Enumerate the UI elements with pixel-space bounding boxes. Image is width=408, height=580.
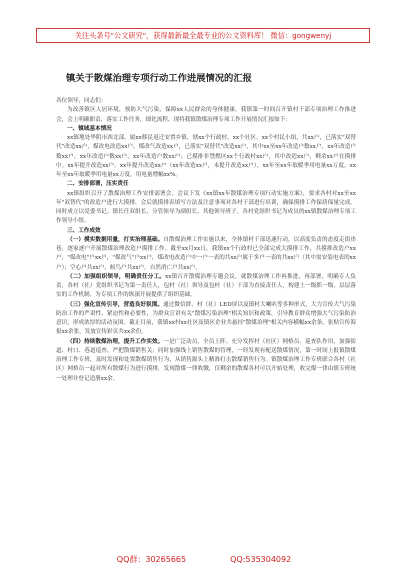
qq-group-text: QQ群：30265665 <box>116 555 187 564</box>
document-body <box>56 97 356 384</box>
subsection-2-body: xx镇召开散煤治理专题会议，就散煤治理工作再推进，再部署，明确专人负责，各村（社）党组织书记为第一责任人，包村（社）领导及包村（社）干部为直接责任人，构建上一级抓一级，层层落实的工作机制，为专项工作的纵深开展提供了组织基础。 <box>56 273 356 299</box>
top-promo-banner: 关注头条号"公文研究"，获得最新最全最专业的公文资料库！ 微信：gongwenyj <box>36 28 370 43</box>
subsection-2-heading: （二）加强组织领导，明确责任分工。 <box>67 273 166 280</box>
section-1-heading: 一、镇域基本情况 <box>67 125 112 132</box>
bottom-contact-banner <box>0 552 408 568</box>
subsection-3-heading: （三）强化宣传引导，营造良好氛围。 <box>67 301 163 308</box>
section-3-heading: 三、工作成效 <box>67 227 101 234</box>
subsection-3 <box>56 301 356 338</box>
salutation: 各位领导，同志们： <box>56 98 107 104</box>
subsection-3-body: 通过微信群、村（社）LED屏以及镇村大喇叭等多种形式，大力宣传大气污染防治工作的严肃性、紧迫性和必要性，为群众宣讲有关"散煤污染治理"相关知识和政策，引导教育群众增强大气污染防治意识，形成浓厚的活动氛围。截止目前，我镇xx村xx社区及镇区企业共悬挂"散煤治理"相关内容横幅xx余条，张贴宣传海报xx余张，发放宣传彩页共xx余份。 <box>56 301 356 336</box>
subsection-1 <box>56 236 356 273</box>
document-title: 镇关于散煤治理专项行动工作进展情况的汇报 <box>66 73 252 84</box>
section-2-heading: 二、安排部署，压实责任 <box>67 181 129 188</box>
section-2-body: xx镇组织召开了散煤治理工作安排部署会，会议下发《xx镇xx年散煤治理专项行动实施方案》，要求各村对xx至xx年"双替代"的改造户进行大摸排，会后就摸排表填写方法及注意事项对各村干部进行培训，确保摸排工作保质保量完成。同时成立以党委书记、镇长任双组长，分管领导为副组长，其他领导班子、各村党组织书记为成员的xx镇散煤治理专项工作领导小组。 <box>56 190 356 225</box>
subsection-4-body: 一是广泛动员，全员上阵。充分发挥村（社区）网格员、巡查队作用，加强街道、村口、巷道巡查，严把散煤销售关；同时加强线上销售散煤的管理，一经发现有配送散煤情况，第一时间上报镇散煤治理工作专班，及时发现和处置散煤销售行为，从销售源头上精准打击散煤销售行为。镇散煤治理工作专班联合各村（社区）网格员一起对所有散煤行为进行摸排，发现散煤一律收缴，仅剩余的散煤各村可以开始处理，收完煤一律由镇专班统一处理并登记造册xx余。 <box>56 338 356 382</box>
subsection-2 <box>56 273 356 301</box>
subsection-4-heading: （四）持续散煤治理，提升工作实效。 <box>67 338 164 345</box>
subsection-4 <box>56 338 356 384</box>
subsection-1-body: 自散煤治理工作实施以来，全体镇村干部迅速行动，以高度负责的态度走街串巷，逐家逐户开展散煤治理改造户摸排工作。截至xx月xx日，我镇xx个行政村已全部完成大摸排工作，共摸排改造户xx户，"煤改电"户xx户，"煤改气"户xx户，煤改电改造户中一户一表的共xx户属于多户一表的共xx户（其中需安装电表的xx户）；空心户共xx户，候鸟户共xx户，自然消亡户共xx户。 <box>56 236 356 271</box>
subsection-1-heading: （一）摸实数据用量，打实治理基础。 <box>67 236 164 243</box>
section-1-body: xx镇地处华阴市西北部，属xx移民返迁安置乡镇，辖xx个行政村，xx个社区，xx个村民小组，共xx户，已落实"双替代"改造xx户，煤改电改造xx户，煤改气改造xx户，已落实"双替代"改造xx户，其中xx至xx年改造户数xx户，xx年改造户数xx户，xx年改造户数xx户，xx年改造户数xx户；已摸排非禁燃区xx个行政村xx户，其中改造xx户，剩余xx户在摸排中。xx年提升改造xx户，xx年提升改造xx户（xx年改造xx户，未提升改造xx户）。xx年至xx年取暖季用电量xx万度，xx年至xx年取暖季用电量xx万度，用电量增幅xx%。 <box>56 135 356 178</box>
qq-text: QQ:535304092 <box>230 555 292 564</box>
intro-paragraph: 为改善镇区人居环境，预防大气污染，保障xx人民群众的身体健康，我镇第一时间召开镇村干部专项治理工作推进会，会上明确职责，落实工作任务，细化流程，现将我镇散煤治理专项工作开展情况汇报如下： <box>56 107 356 123</box>
